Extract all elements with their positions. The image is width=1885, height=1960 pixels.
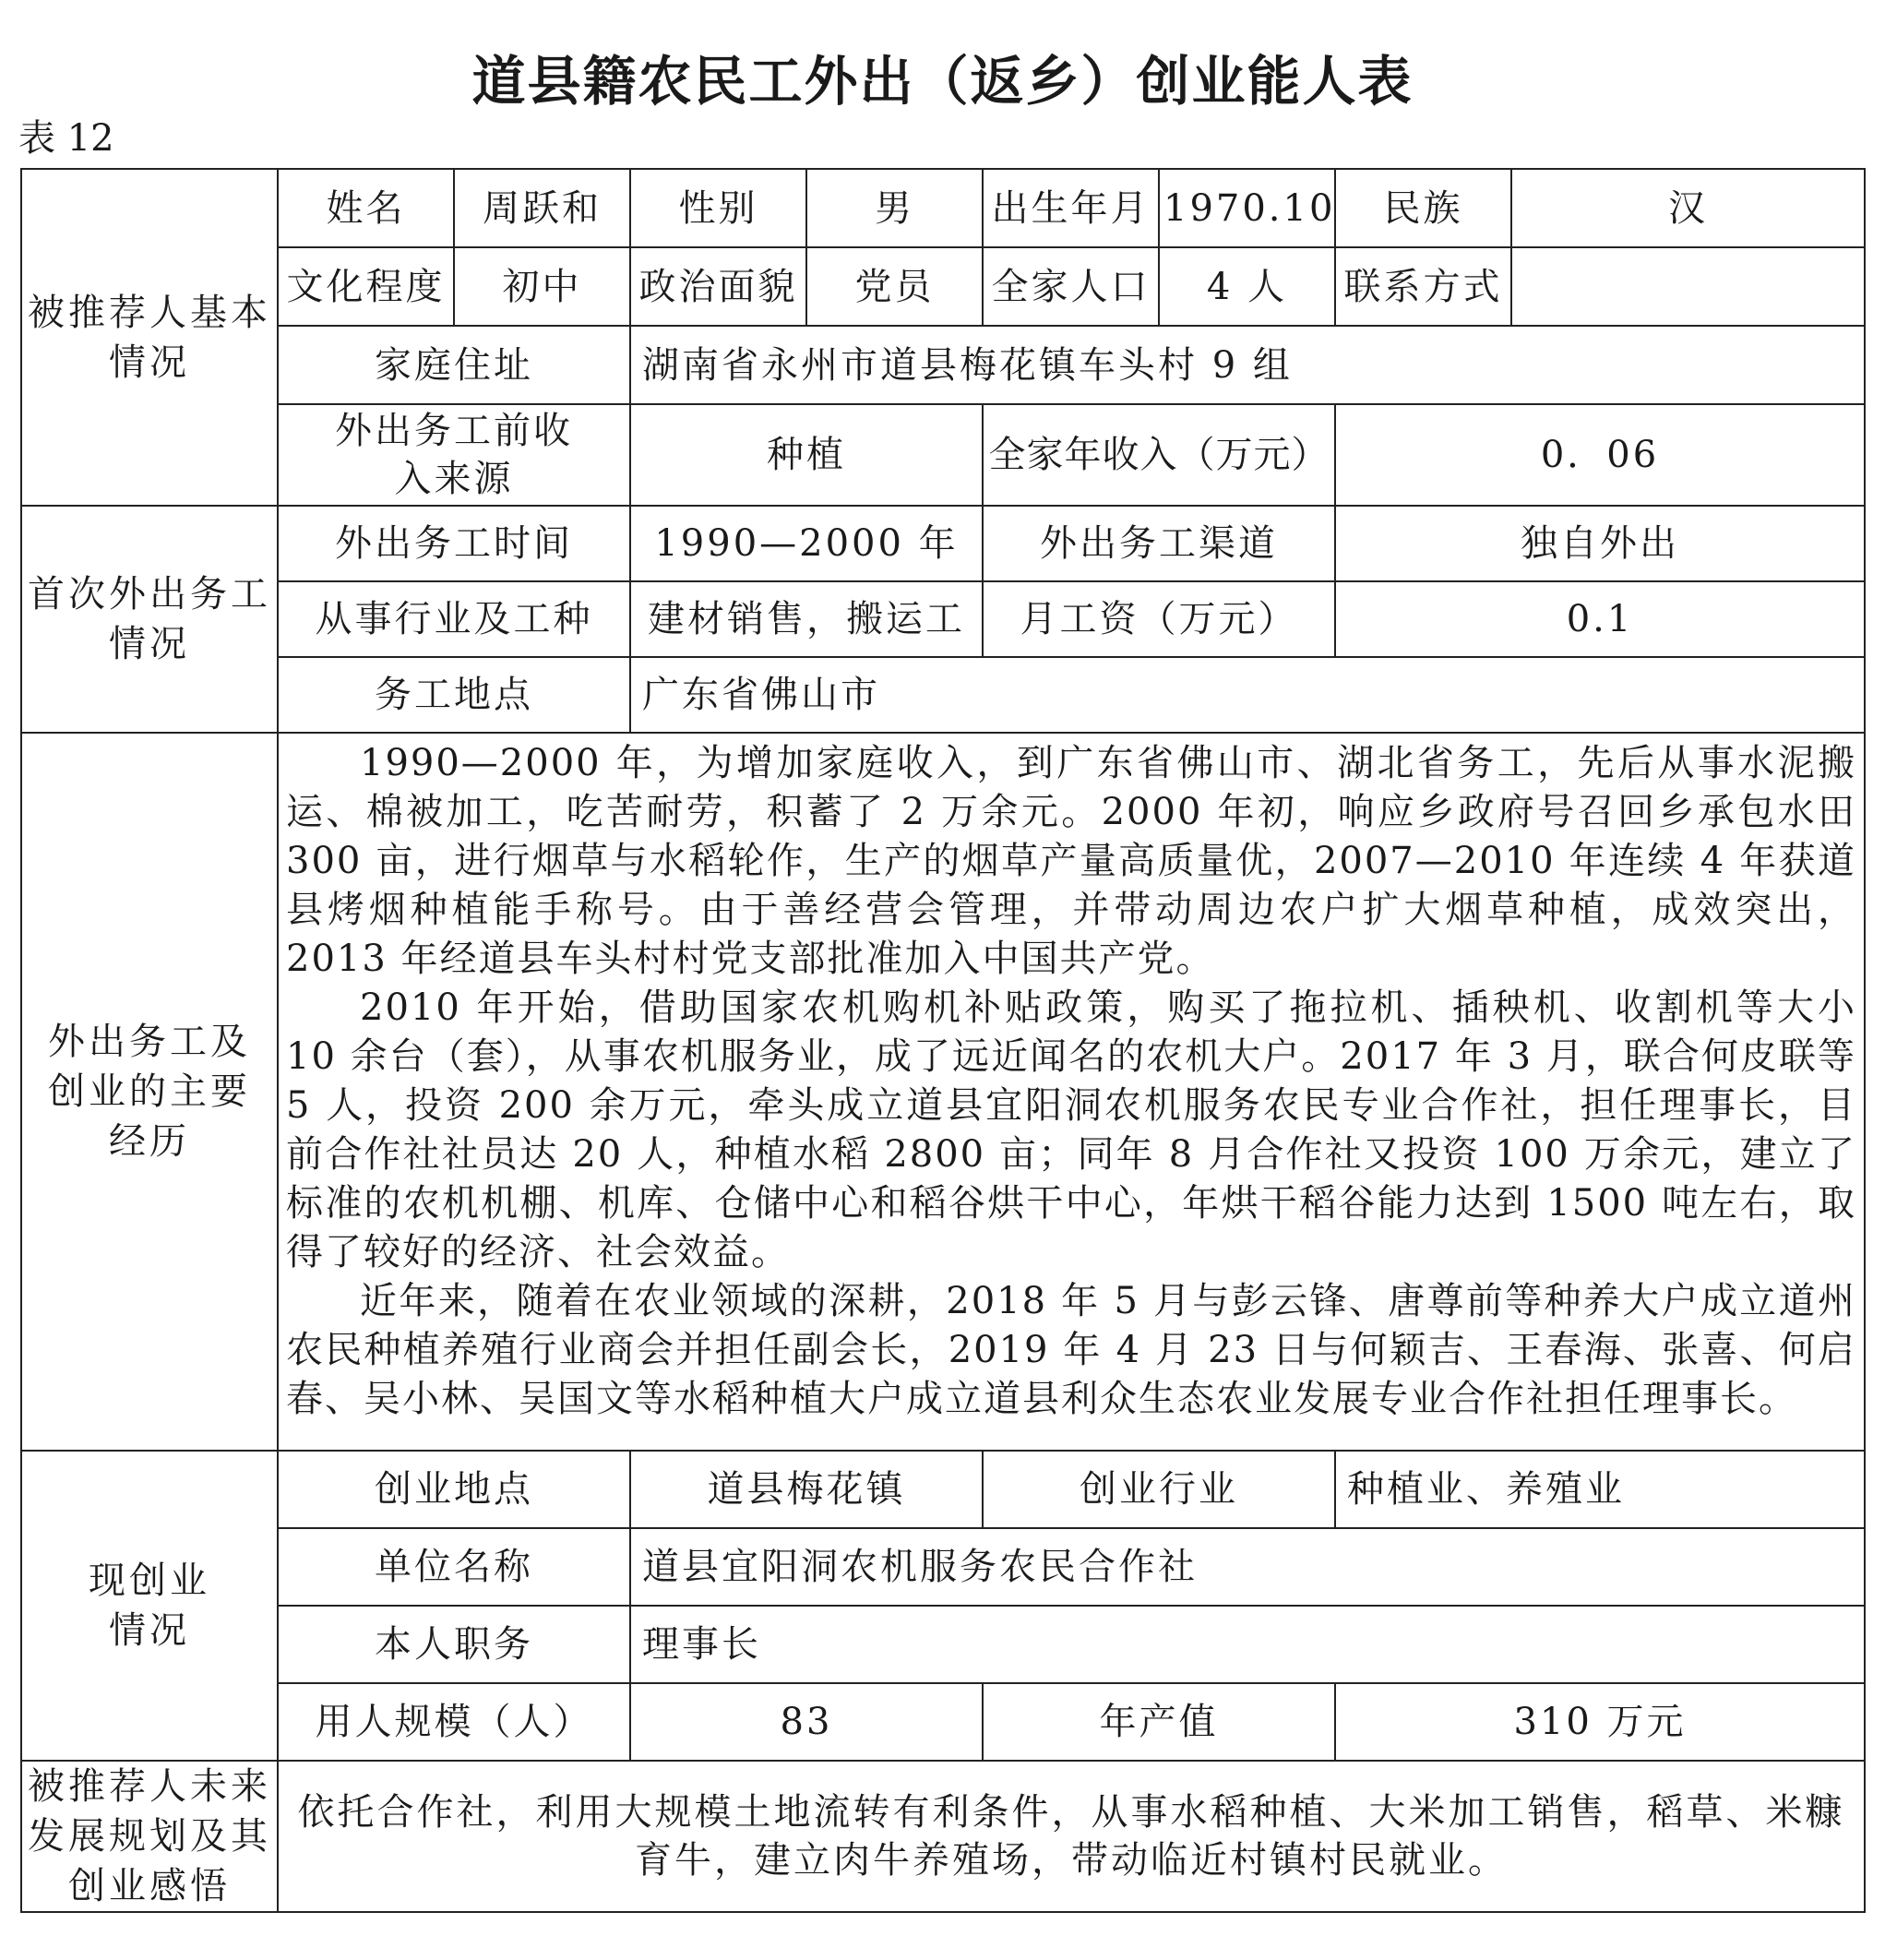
business-industry-label: 创业行业 bbox=[983, 1451, 1335, 1528]
annual-income-label: 全家年收入（万元） bbox=[983, 404, 1335, 506]
work-channel-label: 外出务工渠道 bbox=[983, 506, 1335, 581]
annual-output-label: 年产值 bbox=[983, 1683, 1335, 1761]
experience-paragraph-2: 2010 年开始，借助国家农机购机补贴政策，购买了拖拉机、插秧机、收割机等大小 10 余台（套），从事农机服务业，成了远近闻名的农机大户。2017 年 3 月，联合何皮联等 5 人，投资 200 余万元，牵头成立道县宜阳洞农机服务农民专业合作社，担任理事长，目前合作社社员达 20 人，种植水稻 2800 亩；同年 8 月合作社又投资 100 万余元，建立了标准的农机机棚、机库、仓储中心和稻谷烘干中心，年烘干稻谷能力达到 1500 吨左右，取得了较好的经济、社会效益。 bbox=[286, 986, 1856, 1273]
table-row bbox=[21, 169, 1865, 247]
work-industry-value: 建材销售，搬运工 bbox=[630, 581, 983, 657]
table-row bbox=[21, 1761, 1865, 1912]
work-time-value: 1990—2000 年 bbox=[630, 506, 983, 581]
income-source-label: 外出务工前收入来源 bbox=[278, 404, 630, 506]
name-value: 周跃和 bbox=[454, 169, 630, 247]
staff-size-value: 83 bbox=[630, 1683, 983, 1761]
table-row bbox=[21, 1683, 1865, 1761]
work-industry-label: 从事行业及工种 bbox=[278, 581, 630, 657]
work-channel-value: 独自外出 bbox=[1335, 506, 1865, 581]
name-label: 姓名 bbox=[278, 169, 454, 247]
section-future-plan: 被推荐人未来发展规划及其创业感悟 bbox=[21, 1761, 278, 1912]
table-row bbox=[21, 326, 1865, 404]
salary-value: 0.1 bbox=[1335, 581, 1865, 657]
annual-income-value: 0．06 bbox=[1335, 404, 1865, 506]
position-label: 本人职务 bbox=[278, 1606, 630, 1683]
section-first-work: 首次外出务工情况 bbox=[21, 506, 278, 733]
birth-label: 出生年月 bbox=[983, 169, 1159, 247]
table-row bbox=[21, 247, 1865, 326]
table-row bbox=[21, 657, 1865, 733]
unit-name-label: 单位名称 bbox=[278, 1528, 630, 1606]
experience-paragraph-1: 1990—2000 年，为增加家庭收入，到广东省佛山市、湖北省务工，先后从事水泥搬运、棉被加工，吃苦耐劳，积蓄了 2 万余元。2000 年初，响应乡政府号召回乡承包水田 300 亩，进行烟草与水稻轮作，生产的烟草产量高质量优，2007—2010 年连续 4 年获道县烤烟种植能手称号。由于善经营会管理，并带动周边农户扩大烟草种植，成效突出，2013 年经道县车头村村党支部批准加入中国共产党。 bbox=[286, 742, 1856, 980]
section-current-business: 现创业情况 bbox=[21, 1451, 278, 1761]
birth-value: 1970.10 bbox=[1159, 169, 1335, 247]
family-size-value: 4 人 bbox=[1159, 247, 1335, 326]
table-row bbox=[21, 733, 1865, 1451]
education-label: 文化程度 bbox=[278, 247, 454, 326]
education-value: 初中 bbox=[454, 247, 630, 326]
recommendation-form bbox=[20, 168, 1866, 1913]
page-title: 道县籍农民工外出（返乡）创业能人表 bbox=[471, 50, 1414, 113]
income-source-value: 种植 bbox=[630, 404, 983, 506]
ethnicity-value: 汉 bbox=[1511, 169, 1865, 247]
table-row bbox=[21, 581, 1865, 657]
political-value: 党员 bbox=[806, 247, 983, 326]
business-industry-value: 种植业、养殖业 bbox=[1335, 1451, 1865, 1528]
business-place-value: 道县梅花镇 bbox=[630, 1451, 983, 1528]
business-place-label: 创业地点 bbox=[278, 1451, 630, 1528]
future-plan-text: 依托合作社，利用大规模土地流转有利条件，从事水稻种植、大米加工销售，稻草、米糠育牛，建立肉牛养殖场，带动临近村镇村民就业。 bbox=[278, 1761, 1865, 1912]
address-value: 湖南省永州市道县梅花镇车头村 9 组 bbox=[630, 326, 1865, 404]
work-place-label: 务工地点 bbox=[278, 657, 630, 733]
annual-output-value: 310 万元 bbox=[1335, 1683, 1865, 1761]
table-row bbox=[21, 1606, 1865, 1683]
experience-paragraph-3: 近年来，随着在农业领域的深耕，2018 年 5 月与彭云锋、唐尊前等种养大户成立道州农民种植养殖行业商会并担任副会长，2019 年 4 月 23 日与何颖吉、王春海、张喜、何启春、吴小林、吴国文等水稻种植大户成立道县利众生态农业发展专业合作社担任理事长。 bbox=[286, 1280, 1856, 1420]
section-basic-info: 被推荐人基本情况 bbox=[21, 169, 278, 506]
family-size-label: 全家人口 bbox=[983, 247, 1159, 326]
table-row bbox=[21, 506, 1865, 581]
gender-label: 性别 bbox=[630, 169, 806, 247]
work-place-value: 广东省佛山市 bbox=[630, 657, 1865, 733]
table-number: 表 12 bbox=[18, 117, 114, 160]
contact-value bbox=[1511, 247, 1865, 326]
section-experience: 外出务工及创业的主要经历 bbox=[21, 733, 278, 1451]
table-row bbox=[21, 1451, 1865, 1528]
contact-label: 联系方式 bbox=[1335, 247, 1511, 326]
gender-value: 男 bbox=[806, 169, 983, 247]
position-value: 理事长 bbox=[630, 1606, 1865, 1683]
staff-size-label: 用人规模（人） bbox=[278, 1683, 630, 1761]
work-time-label: 外出务工时间 bbox=[278, 506, 630, 581]
unit-name-value: 道县宜阳洞农机服务农民合作社 bbox=[630, 1528, 1865, 1606]
experience-text bbox=[278, 733, 1865, 1451]
political-label: 政治面貌 bbox=[630, 247, 806, 326]
ethnicity-label: 民族 bbox=[1335, 169, 1511, 247]
table-row bbox=[21, 404, 1865, 506]
address-label: 家庭住址 bbox=[278, 326, 630, 404]
salary-label: 月工资（万元） bbox=[983, 581, 1335, 657]
table-row bbox=[21, 1528, 1865, 1606]
